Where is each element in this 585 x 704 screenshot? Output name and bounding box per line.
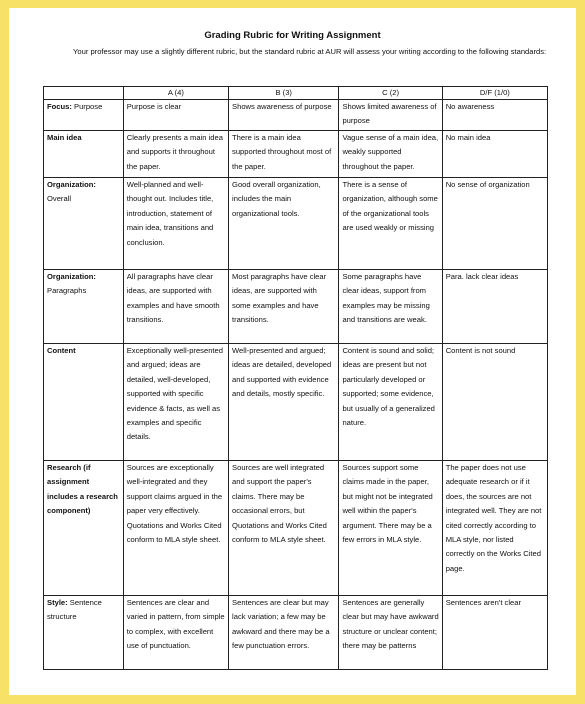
row-label-rest: Overall [47,194,72,204]
cell-grade-b: Sources are well integrated and support the paper's claims. There may be occasional errors, but Quotations and Works Cited conform to MLA style sheet. [229,461,339,596]
table-row [44,596,548,670]
cell-grade-c: Content is sound and solid; ideas are present but not particularly developed or supported; some evidence, but usually of a generalized nature. [339,344,442,461]
cell-grade-df: No main idea [442,131,547,178]
cell-grade-c: Sources support some claims made in the paper, but might not be integrated well within the paper's argument. There may be a few errors in MLA style. [339,461,442,596]
cell-grade-c: There is a sense of organization, although some of the organizational tools are used weakly or missing [339,178,442,270]
row-label [44,100,124,131]
row-label [44,461,124,596]
header-grade-df: D/F (1/0) [442,87,547,100]
row-label [44,131,124,178]
cell-grade-c: Sentences are generally clear but may have awkward structure or unclear content; there may be patterns [339,596,442,670]
cell-grade-a: Sentences are clear and varied in pattern, from simple to complex, with excellent use of punctuation. [123,596,228,670]
row-label [44,596,124,670]
row-label-bold: Main idea [47,133,82,142]
cell-grade-b: Most paragraphs have clear ideas, are supported with some examples and have transitions. [229,270,339,344]
table-row [44,270,548,344]
cell-grade-df: Para. lack clear ideas [442,270,547,344]
row-label [44,178,124,270]
row-label-bold: Organization: [47,180,96,189]
cell-grade-df: No sense of organization [442,178,547,270]
table-row [44,178,548,270]
header-grade-c: C (2) [339,87,442,100]
cell-grade-b: Well-presented and argued; ideas are detailed, developed and supported with evidence and details, mostly specific. [229,344,339,461]
document-title: Grading Rubric for Writing Assignment [204,30,381,41]
cell-grade-a: Purpose is clear [123,100,228,131]
row-label-bold: Organization: [47,272,96,281]
cell-grade-b: Good overall organization, includes the main organizational tools. [229,178,339,270]
row-label [44,344,124,461]
row-label-bold: Research (if assignment includes a research component) [47,463,118,516]
document-page [9,8,576,695]
header-corner [44,87,124,100]
cell-grade-a: All paragraphs have clear ideas, are supported with examples and have smooth transitions. [123,270,228,344]
cell-grade-b: There is a main idea supported throughout most of the paper. [229,131,339,178]
cell-grade-b: Sentences are clear but may lack variation; a few may be awkward and there may be a few punctuation errors. [229,596,339,670]
cell-grade-b: Shows awareness of purpose [229,100,339,131]
table-row [44,344,548,461]
rubric-table [43,86,548,670]
row-label-rest: Sentence structure [47,598,102,622]
row-label-bold: Style: [47,598,68,607]
cell-grade-df: The paper does not use adequate research or if it does, the sources are not integrated well. They are not cited correctly according to MLA style, nor listed correctly on the Works Cited page. [442,461,547,596]
header-grade-a: A (4) [123,87,228,100]
table-row [44,100,548,131]
row-label-rest: Purpose [71,102,103,111]
cell-grade-c: Shows limited awareness of purpose [339,100,442,131]
row-label-rest: Paragraphs [47,286,87,296]
cell-grade-a: Well-planned and well-thought out. Includes title, introduction, statement of main idea, transitions and conclusion. [123,178,228,270]
cell-grade-a: Sources are exceptionally well-integrated and they support claims argued in the paper very effectively. Quotations and Works Cited conform to MLA style sheet. [123,461,228,596]
table-row [44,461,548,596]
cell-grade-df: Content is not sound [442,344,547,461]
header-grade-b: B (3) [229,87,339,100]
cell-grade-a: Clearly presents a main idea and supports it throughout the paper. [123,131,228,178]
cell-grade-c: Vague sense of a main idea, weakly supported throughout the paper. [339,131,442,178]
cell-grade-df: Sentences aren't clear [442,596,547,670]
table-row [44,131,548,178]
row-label-bold: Focus: [47,102,72,111]
header-row [44,87,548,100]
cell-grade-df: No awareness [442,100,547,131]
row-label-bold: Content [47,346,76,355]
cell-grade-c: Some paragraphs have clear ideas, support from examples may be missing and transitions are weak. [339,270,442,344]
row-label [44,270,124,344]
intro-paragraph: Your professor may use a slightly different rubric, but the standard rubric at AUR will assess your writing according to the following standards: [73,47,547,56]
cell-grade-a: Exceptionally well-presented and argued; ideas are detailed, well-developed, supported with specific evidence & facts, as well as examples and specific details. [123,344,228,461]
